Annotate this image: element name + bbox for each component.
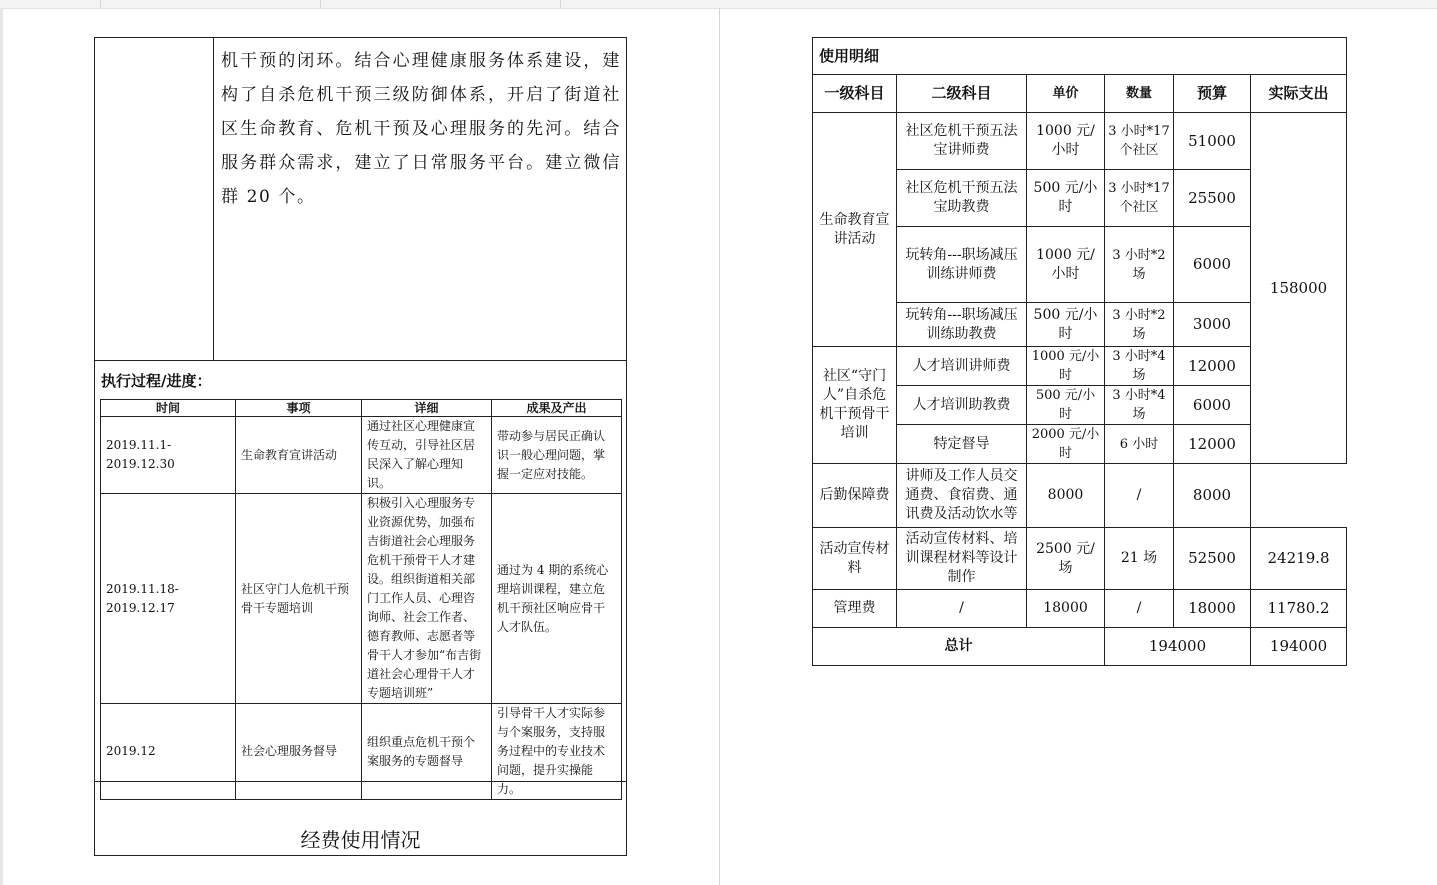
cell-price: 2500 元/场: [1027, 528, 1105, 590]
cell-result: 通过为 4 期的系统心理培训课程，建立危机干预社区响应骨干人才队伍。: [492, 494, 622, 704]
cell-qty: 3 小时*17 个社区: [1105, 113, 1174, 170]
table-row: [813, 590, 1347, 628]
cell-sub: 玩转角---职场减压训练助教费: [897, 303, 1027, 347]
table-row: [813, 528, 1347, 590]
cell-price: 1000 元/小时: [1027, 113, 1105, 170]
table-row: [101, 704, 622, 800]
cell-qty: 3 小时*17 个社区: [1105, 170, 1174, 227]
cell-actual: 11780.2: [1251, 590, 1347, 628]
cell-qty: 6 小时: [1105, 425, 1174, 464]
page-separator: [719, 8, 720, 885]
label-column-divider: [213, 38, 214, 360]
left-page-frame: [94, 37, 627, 856]
cell-price: 2000 元/小时: [1027, 425, 1105, 464]
cell-budget: 6000: [1174, 227, 1251, 303]
description-paragraph: 机干预的闭环。结合心理健康服务体系建设，建构了自杀危机干预三级防御体系，开启了街道社区生命教育、危机干预及心理服务的先河。结合服务群众需求，建立了日常服务平台。建立微信群 20 个。: [221, 51, 621, 207]
col-header-item: 事项: [236, 400, 362, 417]
col-header-budget: 预算: [1174, 75, 1251, 113]
group-label: 生命教育宣讲活动: [813, 113, 897, 347]
cell-detail: 组织重点危机干预个案服务的专题督导: [362, 704, 492, 800]
group-label: 后勤保障费: [813, 464, 897, 528]
col-header-qty: 数量: [1105, 75, 1174, 113]
cell-price: 18000: [1027, 590, 1105, 628]
cell-qty: 3 小时*2 场: [1105, 303, 1174, 347]
cell-qty: /: [1105, 464, 1174, 528]
cell-qty: 3 小时*4 场: [1105, 386, 1174, 425]
cell-budget: 25500: [1174, 170, 1251, 227]
col-header-price: 单价: [1027, 75, 1105, 113]
cell-sub: 活动宣传材料、培训课程材料等设计制作: [897, 528, 1027, 590]
fee-detail-table: [812, 37, 1347, 666]
table-title: 使用明细: [813, 38, 1347, 75]
cell-qty: 3 小时*4 场: [1105, 347, 1174, 386]
table-row: [101, 417, 622, 494]
cell-detail: 通过社区心理健康宣传互动，引导社区居民深入了解心理知识。: [362, 417, 492, 494]
col-header-result: 成果及产出: [492, 400, 622, 417]
cell-item: 社会心理服务督导: [236, 704, 362, 800]
cell-actual-merged: 158000: [1251, 113, 1347, 464]
col-header-time: 时间: [101, 400, 236, 417]
cell-price: 500 元/小时: [1027, 170, 1105, 227]
cell-budget: 12000: [1174, 425, 1251, 464]
cell-item: 生命教育宣讲活动: [236, 417, 362, 494]
total-actual: 194000: [1251, 628, 1347, 666]
cell-price: 500 元/小时: [1027, 303, 1105, 347]
cell-budget: 6000: [1174, 386, 1251, 425]
total-label: 总计: [813, 628, 1105, 666]
cell-budget: 12000: [1174, 347, 1251, 386]
cell-actual: 24219.8: [1251, 528, 1347, 590]
cell-time: 2019.11.18-2019.12.17: [101, 494, 236, 704]
cell-price: 500 元/小时: [1027, 386, 1105, 425]
cell-detail: 积极引入心理服务专业资源优势，加强布吉街道社会心理服务危机干预骨干人才建设。组织街道相关部门工作人员、心理咨询师、社会工作者、德育教师、志愿者等骨干人才参加“布吉街道社会心理骨干人才专题培训班”: [362, 494, 492, 704]
cell-item: 社区守门人危机干预骨干专题培训: [236, 494, 362, 704]
cell-result: 带动参与居民正确认识一般心理问题，掌握一定应对技能。: [492, 417, 622, 494]
cell-sub: 特定督导: [897, 425, 1027, 464]
col-header-level1: 一级科目: [813, 75, 897, 113]
cell-sub: /: [897, 590, 1027, 628]
col-header-actual: 实际支出: [1251, 75, 1347, 113]
exec-progress-table: [100, 399, 622, 800]
cell-budget: 18000: [1174, 590, 1251, 628]
section-divider: [95, 781, 626, 782]
cell-sub: 玩转角---职场减压训练讲师费: [897, 227, 1027, 303]
table-header-row: [813, 75, 1347, 113]
cell-budget: 51000: [1174, 113, 1251, 170]
cell-budget: 52500: [1174, 528, 1251, 590]
cell-price: 1000 元/小时: [1027, 227, 1105, 303]
cell-sub: 人才培训讲师费: [897, 347, 1027, 386]
cell-price: 8000: [1027, 464, 1105, 528]
table-header-row: [101, 400, 622, 417]
table-row: [813, 464, 1347, 528]
cell-budget: 8000: [1174, 464, 1251, 528]
group-label: 活动宣传材料: [813, 528, 897, 590]
cell-qty: 3 小时*2 场: [1105, 227, 1174, 303]
cell-time: 2019.11.1-2019.12.30: [101, 417, 236, 494]
fee-usage-title: 经费使用情况: [300, 828, 421, 852]
cell-qty: 21 场: [1105, 528, 1174, 590]
cell-sub: 讲师及工作人员交通费、食宿费、通讯费及活动饮水等: [897, 464, 1027, 528]
cell-sub: 社区危机干预五法宝助教费: [897, 170, 1027, 227]
table-title-row: [813, 38, 1347, 75]
exec-process-title: 执行过程/进度：: [101, 372, 212, 390]
cell-sub: 社区危机干预五法宝讲师费: [897, 113, 1027, 170]
cell-sub: 人才培训助教费: [897, 386, 1027, 425]
total-row: [813, 628, 1347, 666]
cell-result: 引导骨干人才实际参与个案服务，支持服务过程中的专业技术问题，提升实操能力。: [492, 704, 622, 800]
col-header-detail: 详细: [362, 400, 492, 417]
table-row: [813, 113, 1347, 170]
group-label: 管理费: [813, 590, 897, 628]
cell-time: 2019.12: [101, 704, 236, 800]
cell-price: 1000 元/小时: [1027, 347, 1105, 386]
total-budget: 194000: [1105, 628, 1251, 666]
cell-budget: 3000: [1174, 303, 1251, 347]
cell-qty: /: [1105, 590, 1174, 628]
viewer-left-edge: [0, 8, 3, 885]
group-label: 社区“守门人”自杀危机干预骨干培训: [813, 347, 897, 464]
table-row: [101, 494, 622, 704]
section-divider: [95, 360, 626, 361]
col-header-level2: 二级科目: [897, 75, 1027, 113]
